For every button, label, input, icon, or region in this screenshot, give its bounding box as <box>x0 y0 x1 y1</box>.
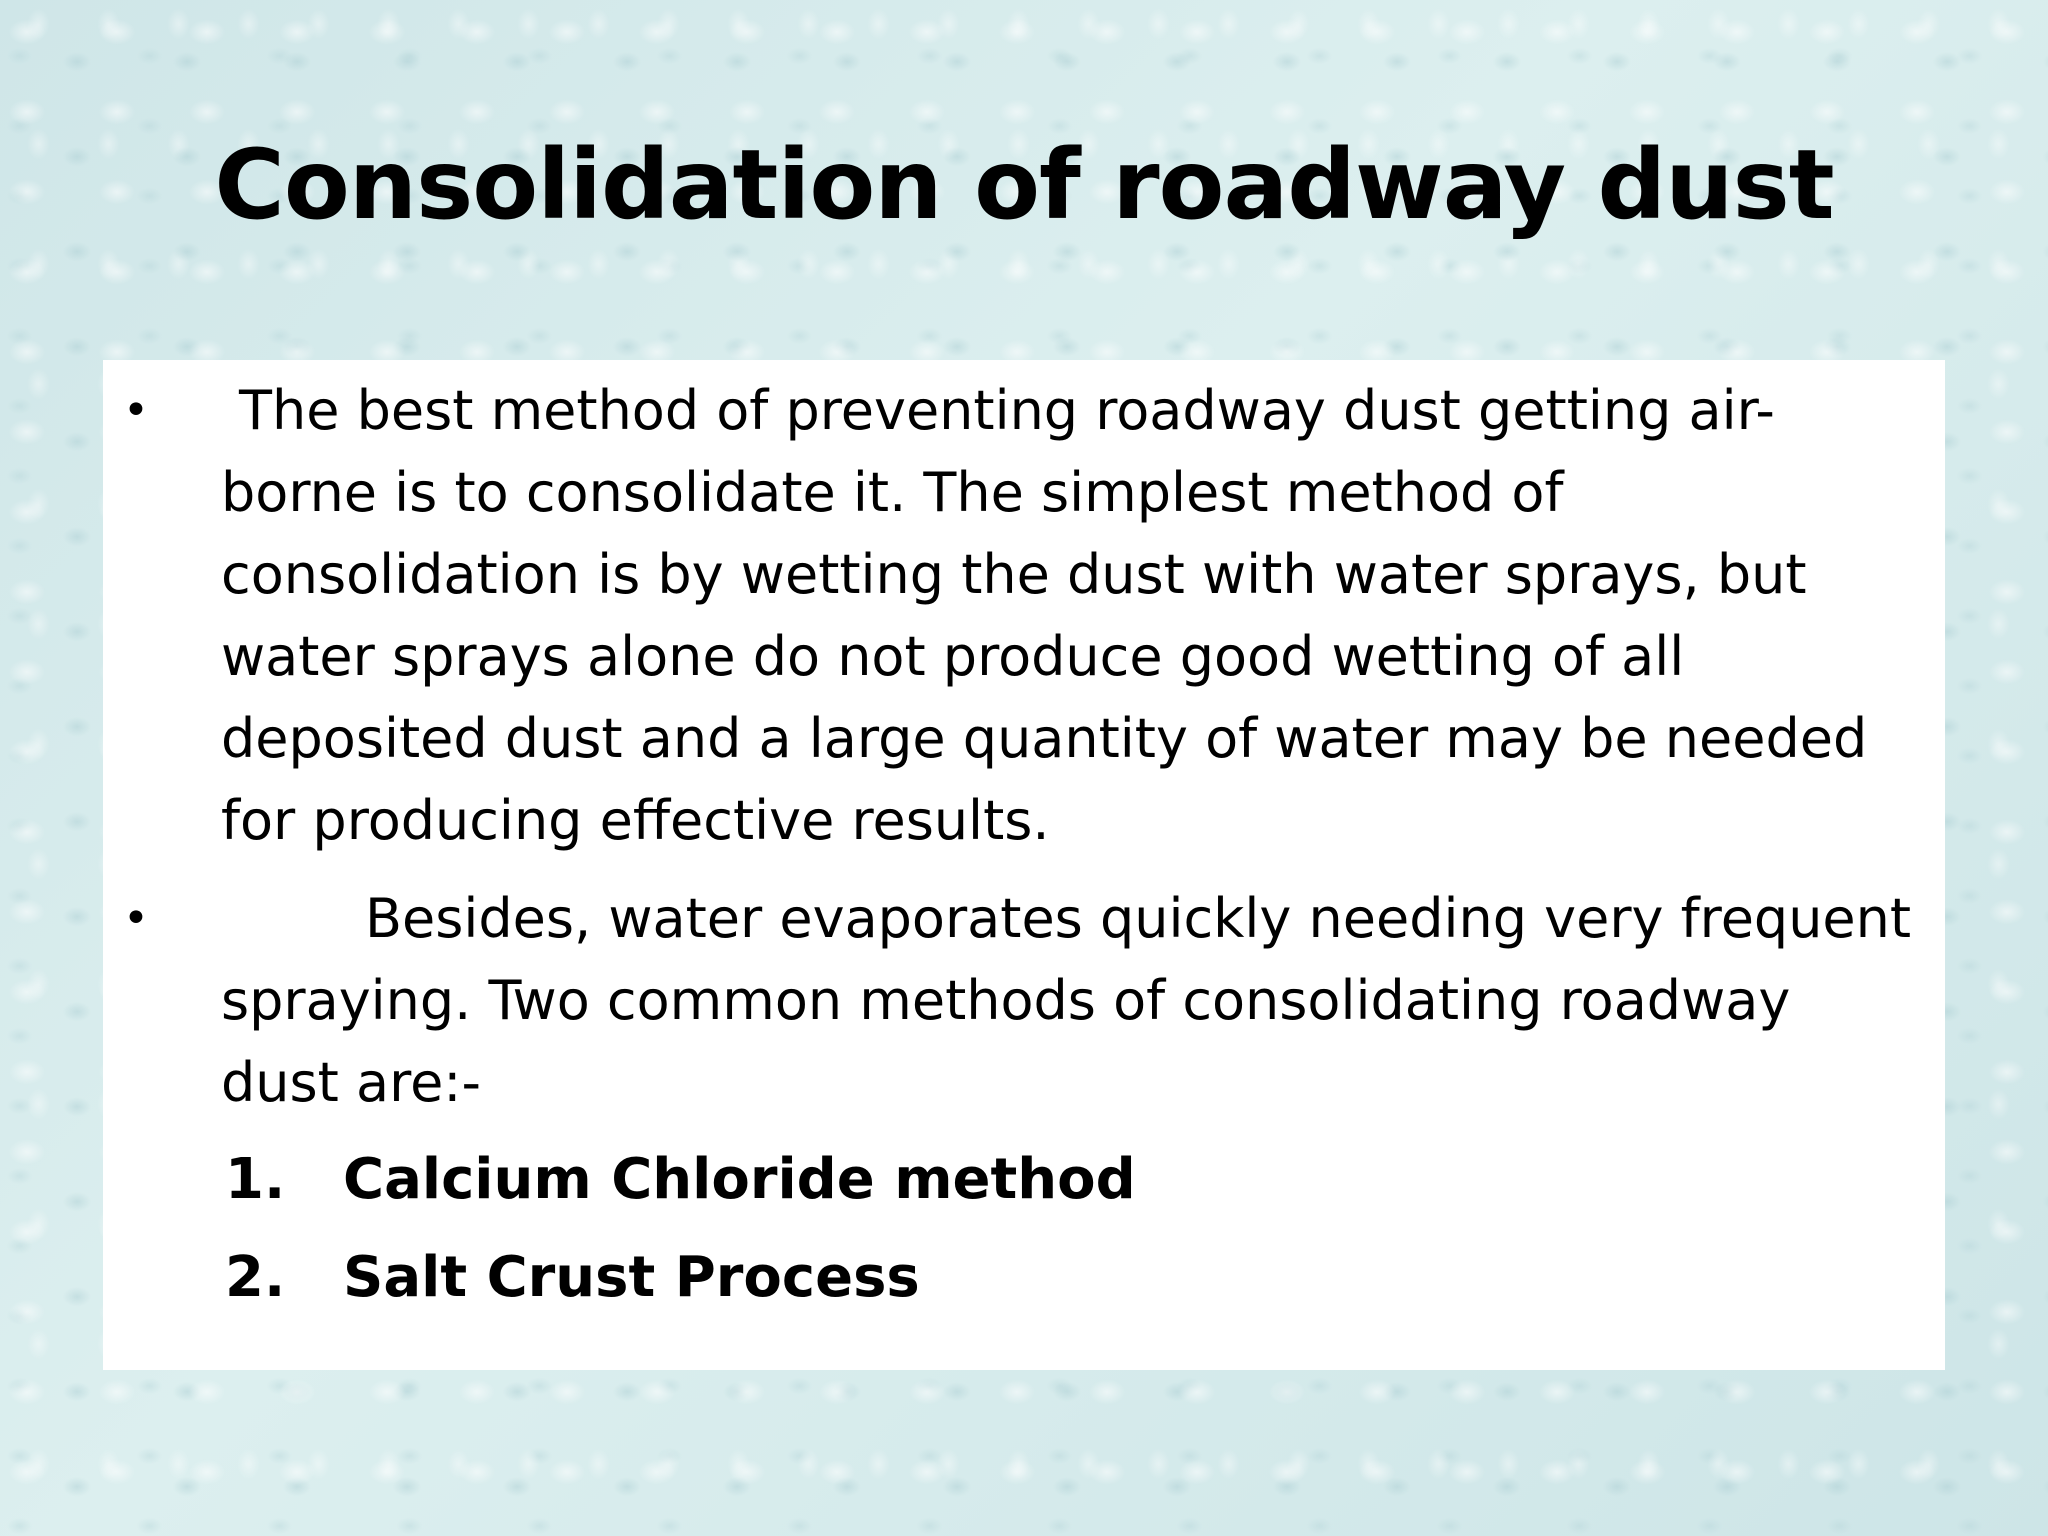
bullet-text: Besides, water evaporates quickly needing very frequent spraying. Two common methods of consolidating roadway dust are:- <box>221 887 1912 1114</box>
item-label: Salt Crust Process <box>343 1245 920 1310</box>
bullet-marker: • <box>123 893 149 944</box>
content-box <box>103 360 1945 1370</box>
bullet-item <box>123 878 1913 1124</box>
slide-title: Consolidation of roadway dust <box>214 129 1834 241</box>
item-number: 1. <box>225 1147 286 1212</box>
bullet-marker: • <box>123 385 149 436</box>
item-number: 2. <box>225 1245 286 1310</box>
item-label: Calcium Chloride method <box>343 1147 1136 1212</box>
bullet-text: The best method of preventing roadway dust getting air-borne is to consolidate it. The simplest method of consolidation is by wetting the dust with water sprays, but water sprays alone do not produce good wetting of all deposited dust and a large quantity of water may be needed for producing effective results. <box>221 379 1868 852</box>
bullet-item <box>123 370 1913 862</box>
